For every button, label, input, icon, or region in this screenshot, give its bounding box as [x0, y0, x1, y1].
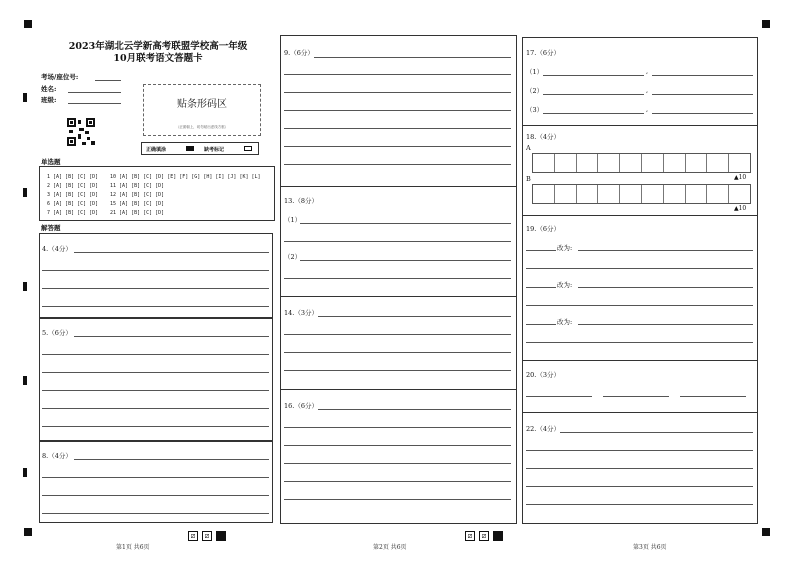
answer-line[interactable]: [526, 450, 753, 451]
q18-grid-b[interactable]: [532, 184, 751, 204]
mcq-row[interactable]: 15 [A] [B] [C] [D]: [110, 201, 165, 207]
answer-line[interactable]: [526, 305, 753, 306]
answer-line[interactable]: [578, 287, 753, 288]
page-footer-2: 第2页 共6页: [373, 544, 407, 551]
fill-legend: [141, 142, 259, 155]
q13-1-label: （1）: [284, 216, 302, 224]
mcq-row[interactable]: 10 [A] [B] [C] [D] [E] [F] [G] [H] [I] [J] [K] [L]: [110, 174, 261, 180]
mcq-row[interactable]: 2 [A] [B] [C] [D]: [47, 183, 99, 189]
mcq-section-title: 单选题: [41, 158, 61, 166]
answer-line[interactable]: [560, 432, 753, 433]
q18-count-a: ▲10: [734, 174, 747, 181]
answer-line[interactable]: [74, 252, 269, 253]
answer-line[interactable]: [74, 336, 269, 337]
page-footer-3: 第3页 共6页: [633, 544, 667, 551]
q17-label: 17.（6分）: [526, 49, 560, 57]
q18-label: 18.（4分）: [526, 133, 560, 141]
answer-line[interactable]: [526, 504, 753, 505]
page-footer-1: 第1页 共6页: [116, 544, 150, 551]
answer-line[interactable]: [318, 316, 511, 317]
answer-line[interactable]: [42, 288, 269, 289]
answer-line[interactable]: [652, 113, 753, 114]
comma-separator: ,: [646, 105, 649, 113]
divider: [280, 296, 517, 297]
answer-line[interactable]: [314, 57, 511, 58]
answer-line[interactable]: [284, 463, 511, 464]
mcq-row[interactable]: 11 [A] [B] [C] [D]: [110, 183, 165, 189]
barcode-note: （正面朝上，切勿贴出虚线方框）: [175, 125, 229, 129]
answer-line[interactable]: [284, 128, 511, 129]
q8-box[interactable]: [39, 441, 273, 523]
answer-line[interactable]: [42, 408, 269, 409]
mcq-row[interactable]: 21 [A] [B] [C] [D]: [110, 210, 165, 216]
answer-line[interactable]: [284, 481, 511, 482]
q18-grid-a[interactable]: [532, 153, 751, 173]
answer-line[interactable]: [652, 94, 753, 95]
answer-line[interactable]: [578, 250, 753, 251]
mcq-row[interactable]: 6 [A] [B] [C] [D]: [47, 201, 99, 207]
answer-line[interactable]: [284, 74, 511, 75]
answer-section-title: 解答题: [41, 224, 61, 232]
divider: [522, 412, 758, 413]
q4-label: 4.（4分）: [42, 245, 72, 253]
side-mark: [23, 93, 27, 102]
answer-line[interactable]: [526, 250, 556, 251]
corner-mark-tr: [762, 20, 770, 28]
correct-fill-label: 正确填涂: [146, 147, 167, 153]
q13-2-label: （2）: [284, 253, 302, 261]
answer-line[interactable]: [42, 306, 269, 307]
mcq-row[interactable]: 12 [A] [B] [C] [D]: [110, 192, 165, 198]
page-id-mark: ⧄: [188, 531, 198, 541]
q17-2-label: （2）: [526, 87, 544, 95]
answer-line[interactable]: [42, 354, 269, 355]
side-mark: [23, 468, 27, 477]
answer-line[interactable]: [42, 390, 269, 391]
mcq-row[interactable]: 7 [A] [B] [C] [D]: [47, 210, 99, 216]
page-id-mark: ⧄: [202, 531, 212, 541]
sheet-title-line2: 10月联考语文答题卡: [113, 53, 203, 64]
divider: [522, 215, 758, 216]
barcode-label: 贴条形码区: [177, 99, 227, 110]
answer-line[interactable]: [318, 409, 511, 410]
answer-line[interactable]: [284, 370, 511, 371]
answer-line[interactable]: [603, 396, 669, 397]
answer-line[interactable]: [284, 427, 511, 428]
page-id-mark: [493, 531, 503, 541]
answer-line[interactable]: [526, 287, 556, 288]
answer-line[interactable]: [284, 499, 511, 500]
answer-line[interactable]: [284, 164, 511, 165]
name-label: 姓名:: [41, 85, 57, 93]
absent-mark-label: 缺考标记: [204, 147, 225, 153]
q20-label: 20.（3分）: [526, 371, 560, 379]
corner-mark-bl: [24, 528, 32, 536]
q8-label: 8.（4分）: [42, 452, 72, 460]
answer-line[interactable]: [284, 278, 511, 279]
answer-line[interactable]: [284, 352, 511, 353]
mcq-row[interactable]: 3 [A] [B] [C] [D]: [47, 192, 99, 198]
room-seat-label: 考场/座位号:: [41, 73, 79, 81]
answer-line[interactable]: [526, 396, 592, 397]
answer-line[interactable]: [74, 459, 269, 460]
answer-line[interactable]: [42, 426, 269, 427]
side-mark: [23, 282, 27, 291]
q19-change-label: 改为:: [557, 281, 573, 289]
answer-line[interactable]: [42, 477, 269, 478]
page-id-mark: [216, 531, 226, 541]
side-mark: [23, 188, 27, 197]
answer-line[interactable]: [300, 260, 511, 261]
answer-line[interactable]: [284, 110, 511, 111]
q16-label: 16.（6分）: [284, 402, 318, 410]
divider: [522, 125, 758, 126]
barcode-area[interactable]: [143, 84, 261, 136]
q19-change-label: 改为:: [557, 244, 573, 252]
page-id-mark: ⧄: [465, 531, 475, 541]
sheet-title-line1: 2023年湖北云学新高考联盟学校高一年级: [68, 41, 248, 52]
absent-mark-box[interactable]: [244, 146, 252, 151]
answer-line[interactable]: [284, 241, 511, 242]
qr-code-icon: [67, 118, 95, 146]
q18-b-label: B: [526, 175, 531, 183]
page-id-mark: ⧄: [479, 531, 489, 541]
answer-line[interactable]: [284, 334, 511, 335]
answer-line[interactable]: [526, 342, 753, 343]
column-2: [280, 35, 517, 524]
correct-fill-sample: [186, 146, 194, 151]
answer-line[interactable]: [284, 92, 511, 93]
comma-separator: ,: [646, 67, 649, 75]
answer-line[interactable]: [652, 75, 753, 76]
q5-label: 5.（6分）: [42, 329, 72, 337]
q14-label: 14.（3分）: [284, 309, 318, 317]
answer-line[interactable]: [42, 372, 269, 373]
answer-line[interactable]: [42, 270, 269, 271]
name-field[interactable]: [68, 92, 121, 93]
corner-mark-br: [762, 528, 770, 536]
divider: [522, 360, 758, 361]
answer-line[interactable]: [526, 486, 753, 487]
answer-line[interactable]: [300, 223, 511, 224]
q22-label: 22.（4分）: [526, 425, 560, 433]
q9-label: 9.（6分）: [284, 49, 314, 57]
room-seat-field[interactable]: [95, 80, 121, 81]
q19-change-label: 改为:: [557, 318, 573, 326]
q18-a-label: A: [526, 144, 531, 152]
q13-label: 13.（8分）: [284, 197, 318, 205]
q17-3-label: （3）: [526, 106, 544, 114]
divider: [280, 186, 517, 187]
answer-line[interactable]: [526, 468, 753, 469]
answer-line[interactable]: [543, 113, 644, 114]
mcq-row[interactable]: 1 [A] [B] [C] [D]: [47, 174, 99, 180]
q17-1-label: （1）: [526, 68, 544, 76]
divider: [280, 389, 517, 390]
q19-label: 19.（6分）: [526, 225, 560, 233]
class-field[interactable]: [68, 103, 121, 104]
q18-count-b: ▲10: [734, 205, 747, 212]
answer-line[interactable]: [543, 75, 644, 76]
answer-line[interactable]: [284, 146, 511, 147]
corner-mark-tl: [24, 20, 32, 28]
answer-line[interactable]: [543, 94, 644, 95]
side-mark: [23, 376, 27, 385]
answer-line[interactable]: [284, 445, 511, 446]
answer-line[interactable]: [680, 396, 746, 397]
answer-line[interactable]: [42, 495, 269, 496]
answer-line[interactable]: [578, 324, 753, 325]
answer-line[interactable]: [526, 324, 556, 325]
comma-separator: ,: [646, 86, 649, 94]
answer-line[interactable]: [526, 268, 753, 269]
answer-line[interactable]: [42, 513, 269, 514]
class-label: 班级:: [41, 96, 57, 104]
